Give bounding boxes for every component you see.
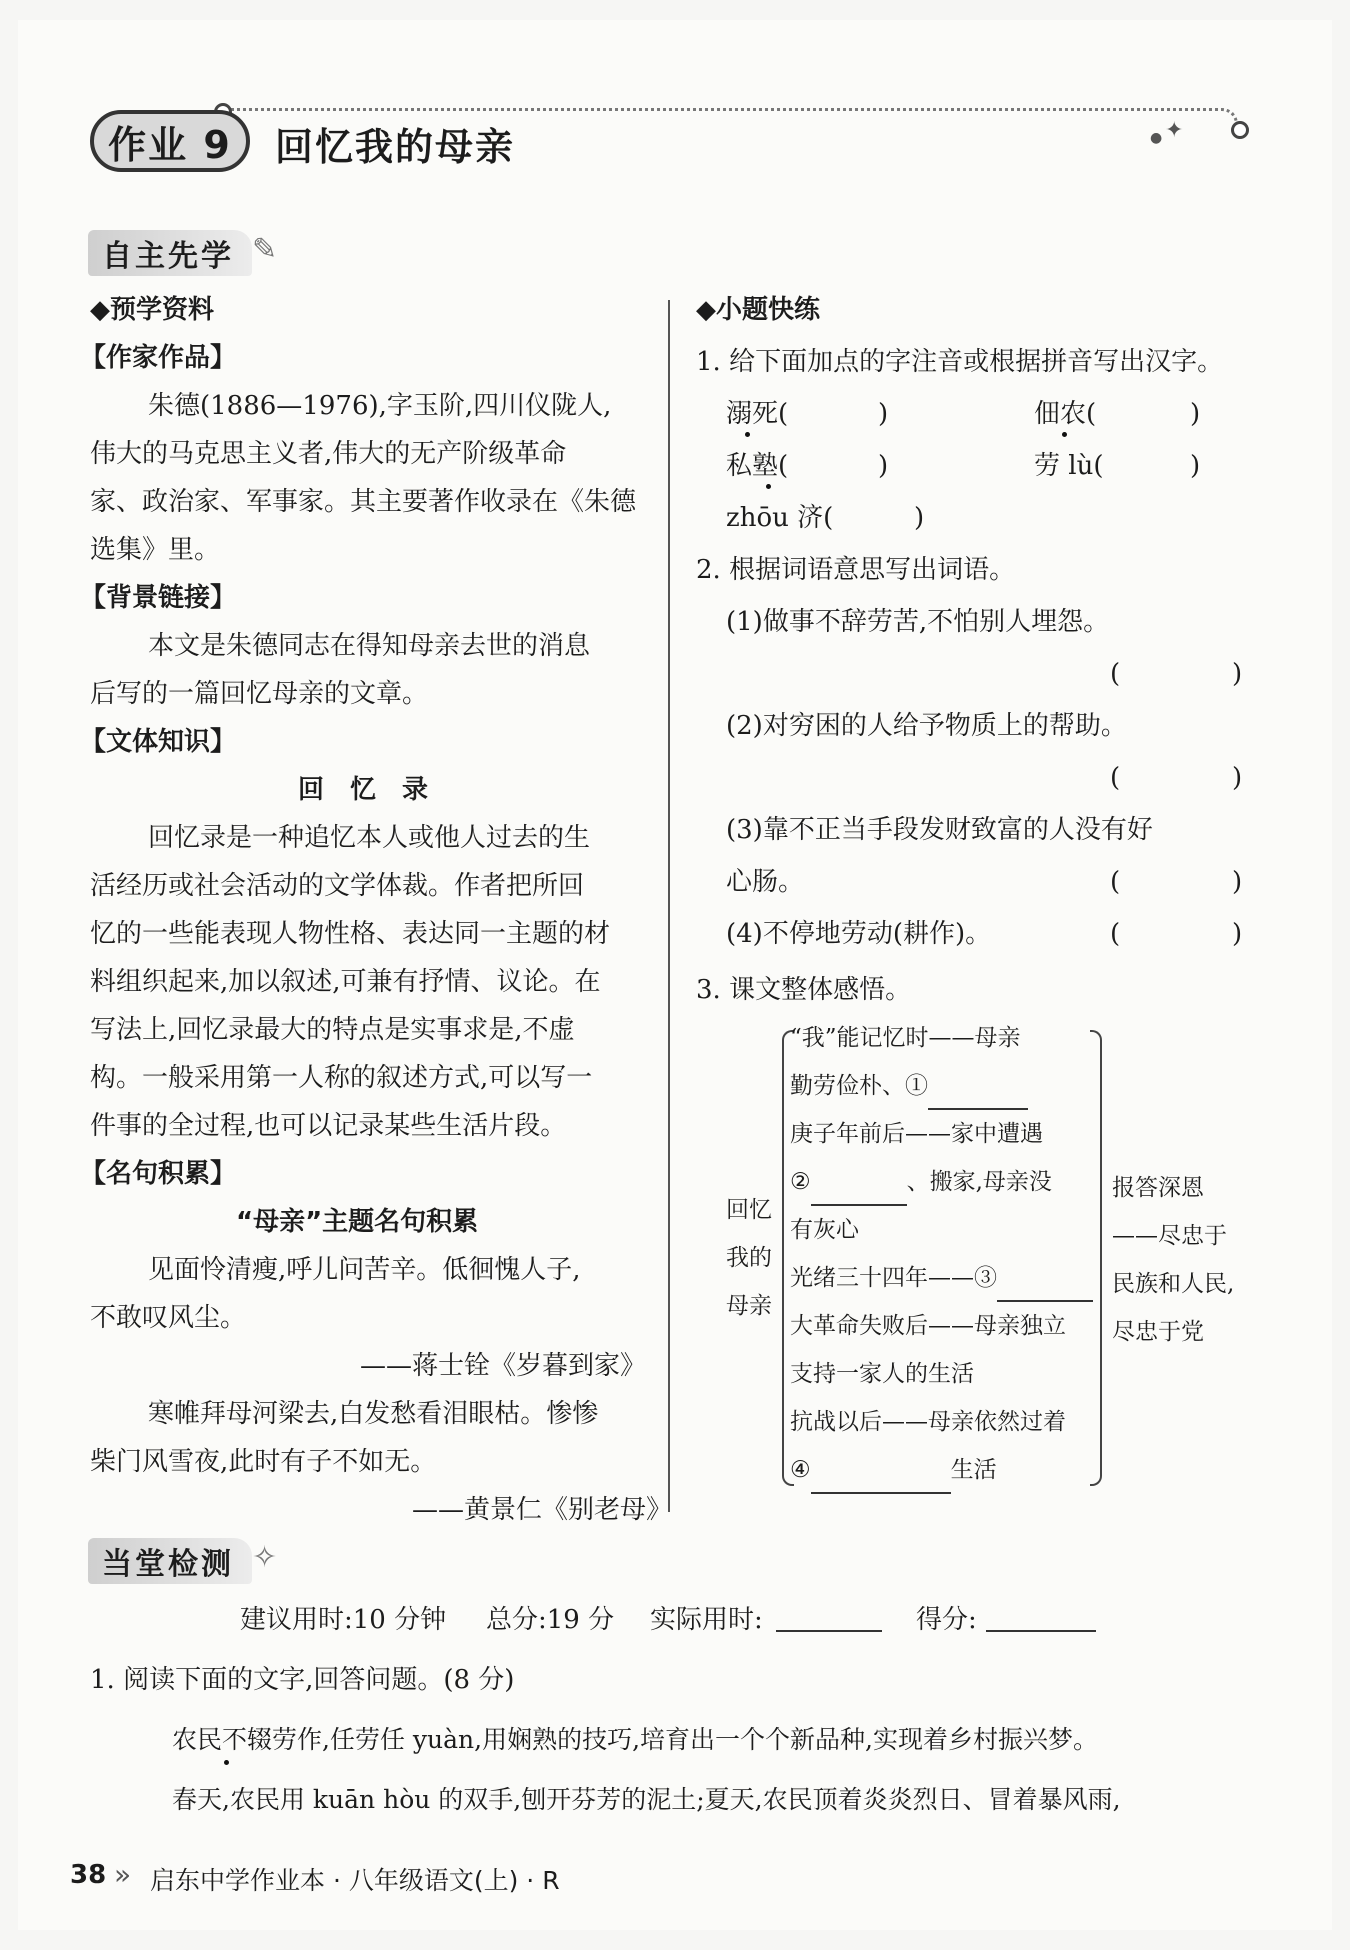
section-title: 当堂检测	[102, 1547, 234, 1582]
works-line: 伟大的马克思主义者,伟大的无产阶级革命	[90, 439, 567, 469]
outline-item: 有灰心	[790, 1217, 859, 1243]
genre-line: 写法上,回忆录最大的特点是实事求是,不虚	[90, 1015, 575, 1045]
paren-close: )	[878, 399, 889, 429]
pinyin-item: 溺死(	[726, 399, 789, 429]
sparkle-icon: ✦	[1165, 118, 1184, 143]
definition-item: (3)靠不正当手段发财致富的人没有好	[726, 815, 1153, 845]
actual-time-input[interactable]	[776, 1630, 882, 1632]
outline-text: 光绪三十四年——③	[790, 1265, 997, 1291]
outline-right: ——尽忠于	[1112, 1223, 1227, 1249]
blank-line	[997, 1272, 1093, 1302]
score-label: 得分:	[916, 1605, 977, 1635]
outline-item: 支持一家人的生活	[790, 1361, 974, 1387]
outline-item: 大革命失败后——母亲独立	[790, 1313, 1066, 1339]
question-1: 1. 给下面加点的字注音或根据拼音写出汉字。	[696, 347, 1224, 377]
outline-left: 回忆	[726, 1197, 772, 1223]
answer-paren-open: (	[1110, 867, 1121, 897]
pinyin-item: 劳 lù(	[1034, 451, 1104, 481]
page-number: 38	[70, 1860, 107, 1890]
pencil-icon: ✎	[252, 232, 278, 267]
quote-source: ——蒋士铨《岁暮到家》	[360, 1351, 647, 1381]
passage-line: 农民不辍劳作,任劳任 yuàn,用娴熟的技巧,培育出一个个新品种,实现着乡村振兴梦。	[172, 1725, 1098, 1754]
section-self-study	[88, 230, 252, 276]
sparkle-icon: ✧	[252, 1540, 278, 1575]
genre-line: 料组织起来,加以叙述,可兼有抒情、议论。在	[90, 967, 601, 997]
double-chevron-icon: »	[114, 1858, 132, 1891]
genre-line: 回忆录是一种追忆本人或他人过去的生	[148, 823, 591, 853]
total-score: 总分:19 分	[486, 1605, 615, 1635]
column-divider	[668, 300, 670, 1512]
blank-line	[811, 1176, 907, 1206]
quote-line: 不敢叹风尘。	[90, 1303, 247, 1333]
outline-item: “我”能记忆时——母亲	[790, 1025, 1021, 1051]
answer-paren-open: (	[1110, 659, 1121, 689]
outline-right: 尽忠于党	[1112, 1319, 1204, 1345]
emphasis-dot	[1062, 432, 1067, 437]
answer-paren-open: (	[1110, 919, 1121, 949]
works-title: 【作家作品】	[80, 343, 237, 373]
quotes-title: 【名句积累】	[80, 1159, 237, 1189]
definition-item: (2)对穷困的人给予物质上的帮助。	[726, 711, 1127, 741]
quote-source: ——黄景仁《别老母》	[412, 1495, 673, 1525]
book-title: 启东中学作业本 · 八年级语文(上) · R	[150, 1866, 560, 1895]
section-class-test	[88, 1538, 252, 1584]
paren-close: )	[1190, 451, 1201, 481]
answer-paren-open: (	[1110, 763, 1121, 793]
works-line: 朱德(1886—1976),字玉阶,四川仪陇人,	[148, 391, 612, 421]
emphasis-dot	[224, 1760, 229, 1765]
quote-line: 见面怜清瘦,呼儿问苦辛。低徊愧人子,	[148, 1255, 581, 1285]
genre-line: 忆的一些能表现人物性格、表达同一主题的材	[90, 919, 611, 949]
quote-line: 柴门风雪夜,此时有子不如无。	[90, 1447, 437, 1477]
pinyin-item: 佃农(	[1034, 399, 1097, 429]
pinyin-item: 私塾(	[726, 451, 789, 481]
outline-text: ④	[790, 1457, 811, 1483]
outline-text: 、搬家,母亲没	[906, 1169, 1052, 1195]
pinyin-item: zhōu 济(	[726, 503, 834, 533]
definition-item: (1)做事不辞劳苦,不怕别人埋怨。	[726, 607, 1110, 637]
suggested-time: 建议用时:10 分钟	[240, 1605, 447, 1635]
ring-icon	[1231, 121, 1249, 139]
background-line: 本文是朱德同志在得知母亲去世的消息	[148, 631, 591, 661]
genre-subtitle: 回 忆 录	[298, 775, 429, 805]
works-line: 家、政治家、军事家。其主要著作收录在《朱德	[90, 487, 637, 517]
answer-paren-close: )	[1232, 659, 1243, 689]
genre-line: 构。一般采用第一人称的叙述方式,可以写一	[90, 1063, 593, 1093]
definition-item: (4)不停地劳动(耕作)。	[726, 919, 992, 949]
passage-line: 春天,农民用 kuān hòu 的双手,刨开芬芳的泥土;夏天,农民顶着炎炎烈日、冒着暴风雨,	[172, 1785, 1121, 1814]
reading-question: 1. 阅读下面的文字,回答问题。(8 分)	[90, 1665, 515, 1695]
outline-item	[790, 1062, 1028, 1110]
page-title: 回忆我的母亲	[275, 125, 516, 169]
paren-close: )	[914, 503, 925, 533]
homework-badge: 作业 9	[90, 110, 250, 172]
emphasis-dot	[745, 432, 750, 437]
blank-line	[811, 1464, 951, 1494]
background-title: 【背景链接】	[80, 583, 237, 613]
blank-line	[928, 1080, 1028, 1110]
outline-text: ②	[790, 1169, 811, 1195]
outline-text: 勤劳俭朴、①	[790, 1073, 928, 1099]
outline-right: 民族和人民,	[1112, 1271, 1235, 1297]
outline-left: 母亲	[726, 1293, 772, 1319]
question-3: 3. 课文整体感悟。	[696, 975, 912, 1005]
score-input[interactable]	[986, 1630, 1096, 1632]
answer-paren-close: )	[1232, 919, 1243, 949]
quote-line: 寒帷拜母河梁去,白发愁看泪眼枯。惨惨	[148, 1399, 599, 1429]
genre-line: 件事的全过程,也可以记录某些生活片段。	[90, 1111, 567, 1141]
outline-right: 报答深恩	[1112, 1175, 1204, 1201]
outline-item	[790, 1254, 1093, 1302]
practice-title: ◆小题快练	[696, 295, 820, 325]
background-line: 后写的一篇回忆母亲的文章。	[90, 679, 429, 709]
genre-title: 【文体知识】	[80, 727, 237, 757]
outline-item	[790, 1158, 1052, 1206]
answer-paren-close: )	[1232, 867, 1243, 897]
works-line: 选集》里。	[90, 535, 221, 565]
definition-item: 心肠。	[726, 867, 805, 897]
paren-close: )	[1190, 399, 1201, 429]
answer-paren-close: )	[1232, 763, 1243, 793]
actual-time-label: 实际用时:	[650, 1605, 763, 1635]
outline-text: 生活	[950, 1457, 997, 1483]
emphasis-dot	[766, 484, 771, 489]
section-title: 自主先学	[102, 239, 234, 274]
paren-close: )	[878, 451, 889, 481]
outline-left: 我的	[726, 1245, 772, 1271]
outline-item: 抗战以后——母亲依然过着	[790, 1409, 1066, 1435]
dot-icon: ●	[1150, 130, 1163, 146]
prep-title: ◆预学资料	[90, 295, 214, 325]
question-2: 2. 根据词语意思写出词语。	[696, 555, 1016, 585]
quotes-subtitle: “母亲”主题名句积累	[236, 1207, 479, 1237]
outline-item: 庚子年前后——家中遭遇	[790, 1121, 1043, 1147]
outline-item	[790, 1446, 997, 1494]
genre-line: 活经历或社会活动的文学体裁。作者把所回	[90, 871, 585, 901]
